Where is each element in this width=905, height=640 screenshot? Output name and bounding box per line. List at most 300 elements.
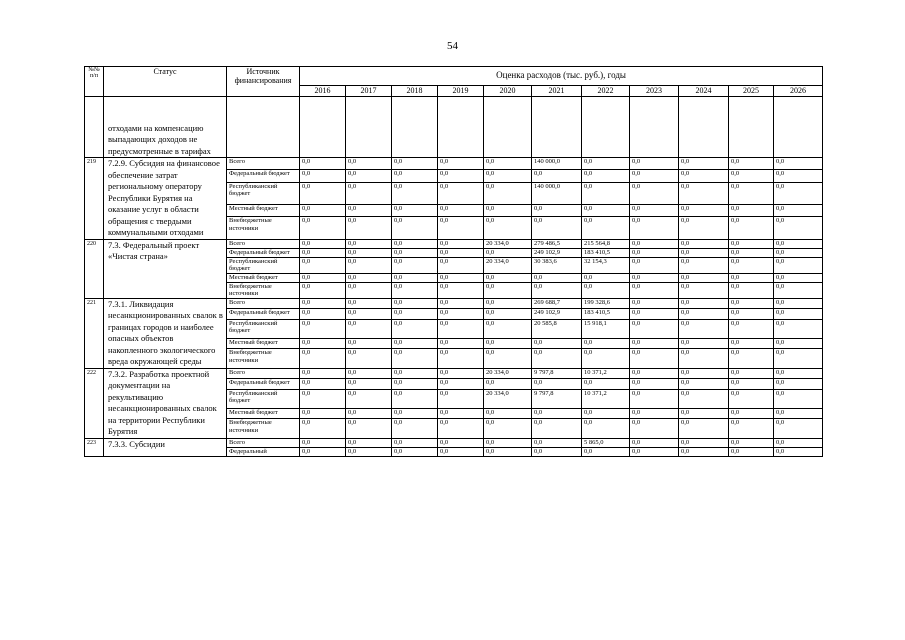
value-cell: 0,0 xyxy=(729,158,774,170)
funding-source: Всего xyxy=(227,298,300,309)
value-cell: 0,0 xyxy=(484,273,532,282)
header-row xyxy=(85,67,823,86)
value-cell: 20 585,8 xyxy=(532,319,582,338)
value-cell: 0,0 xyxy=(630,419,679,438)
value-cell: 0,0 xyxy=(346,309,392,320)
value-cell: 0,0 xyxy=(392,248,438,257)
item-status: 7.3. Федеральный проект «Чистая страна» xyxy=(104,239,227,298)
value-cell: 0,0 xyxy=(300,182,346,204)
value-cell: 0,0 xyxy=(679,438,729,447)
value-cell: 0,0 xyxy=(392,419,438,438)
value-cell: 0,0 xyxy=(774,204,823,216)
value-cell: 0,0 xyxy=(774,282,823,298)
value-cell: 0,0 xyxy=(346,447,392,456)
value-cell: 0,0 xyxy=(346,338,392,349)
value-cell: 0,0 xyxy=(484,309,532,320)
value-cell: 0,0 xyxy=(438,408,484,419)
value-cell: 0,0 xyxy=(532,419,582,438)
value-cell: 0,0 xyxy=(346,248,392,257)
value-cell: 0,0 xyxy=(729,438,774,447)
value-cell: 0,0 xyxy=(532,408,582,419)
value-cell: 0,0 xyxy=(300,282,346,298)
value-cell: 0,0 xyxy=(300,257,346,273)
value-cell: 0,0 xyxy=(630,379,679,390)
value-cell: 0,0 xyxy=(729,389,774,408)
header-year: 2026 xyxy=(774,86,823,97)
value-cell: 0,0 xyxy=(300,158,346,170)
value-cell: 0,0 xyxy=(774,379,823,390)
value-cell: 0,0 xyxy=(774,182,823,204)
value-cell: 20 334,0 xyxy=(484,257,532,273)
value-cell: 0,0 xyxy=(630,438,679,447)
table-row xyxy=(85,239,823,248)
value-cell: 140 000,0 xyxy=(532,182,582,204)
value-cell: 0,0 xyxy=(392,158,438,170)
page-number: 54 xyxy=(447,40,458,52)
value-cell: 183 410,5 xyxy=(582,309,630,320)
value-cell: 0,0 xyxy=(300,298,346,309)
continuation-row xyxy=(85,97,823,158)
value-cell: 0,0 xyxy=(532,349,582,368)
blank-cell xyxy=(484,97,532,158)
value-cell: 0,0 xyxy=(346,273,392,282)
value-cell: 0,0 xyxy=(438,349,484,368)
funding-source: Федеральный бюджет xyxy=(227,248,300,257)
value-cell: 9 797,8 xyxy=(532,389,582,408)
value-cell: 0,0 xyxy=(346,319,392,338)
item-status: 7.3.2. Разработка проектной документации на рекультивацию несанкционированных свалок на территории Республики Бурятия xyxy=(104,368,227,438)
value-cell: 0,0 xyxy=(438,379,484,390)
value-cell: 0,0 xyxy=(484,158,532,170)
value-cell: 0,0 xyxy=(438,298,484,309)
value-cell: 0,0 xyxy=(679,257,729,273)
value-cell: 0,0 xyxy=(438,389,484,408)
header-year: 2019 xyxy=(438,86,484,97)
value-cell: 0,0 xyxy=(346,239,392,248)
value-cell: 0,0 xyxy=(679,349,729,368)
item-number: 221 xyxy=(85,298,104,368)
value-cell: 0,0 xyxy=(630,204,679,216)
value-cell: 0,0 xyxy=(532,438,582,447)
value-cell: 0,0 xyxy=(582,419,630,438)
funding-source: Всего xyxy=(227,438,300,447)
value-cell: 0,0 xyxy=(729,257,774,273)
blank-cell xyxy=(300,97,346,158)
value-cell: 0,0 xyxy=(346,298,392,309)
value-cell: 0,0 xyxy=(392,408,438,419)
value-cell: 0,0 xyxy=(346,349,392,368)
value-cell: 0,0 xyxy=(582,217,630,239)
item-number: 220 xyxy=(85,239,104,298)
value-cell: 0,0 xyxy=(582,338,630,349)
header-year: 2018 xyxy=(392,86,438,97)
value-cell: 0,0 xyxy=(774,239,823,248)
value-cell: 0,0 xyxy=(774,349,823,368)
value-cell: 0,0 xyxy=(438,170,484,182)
blank-cell xyxy=(774,97,823,158)
value-cell: 0,0 xyxy=(630,282,679,298)
blank-cell xyxy=(438,97,484,158)
value-cell: 0,0 xyxy=(630,298,679,309)
value-cell: 0,0 xyxy=(679,368,729,379)
value-cell: 0,0 xyxy=(392,257,438,273)
value-cell: 0,0 xyxy=(679,239,729,248)
value-cell: 20 334,0 xyxy=(484,389,532,408)
value-cell: 0,0 xyxy=(532,204,582,216)
value-cell: 0,0 xyxy=(392,447,438,456)
value-cell: 0,0 xyxy=(532,447,582,456)
value-cell: 0,0 xyxy=(729,309,774,320)
funding-source: Внебюджетные источники xyxy=(227,349,300,368)
value-cell: 0,0 xyxy=(392,338,438,349)
value-cell: 0,0 xyxy=(679,204,729,216)
value-cell: 0,0 xyxy=(346,170,392,182)
value-cell: 0,0 xyxy=(582,204,630,216)
blank-cell xyxy=(392,97,438,158)
item-status: 7.3.1. Ликвидация несанкционированных свалок в границах городов и наиболее опасных объектов накопленного экологического вреда окружающей среды xyxy=(104,298,227,368)
header-year: 2024 xyxy=(679,86,729,97)
value-cell: 0,0 xyxy=(300,438,346,447)
value-cell: 0,0 xyxy=(774,368,823,379)
item-number: 219 xyxy=(85,158,104,240)
value-cell: 0,0 xyxy=(346,438,392,447)
value-cell: 0,0 xyxy=(679,282,729,298)
funding-source: Внебюджетные источники xyxy=(227,217,300,239)
header-status: Статус xyxy=(104,67,227,97)
value-cell: 0,0 xyxy=(679,408,729,419)
value-cell: 0,0 xyxy=(774,158,823,170)
value-cell: 0,0 xyxy=(300,379,346,390)
value-cell: 0,0 xyxy=(729,379,774,390)
value-cell: 0,0 xyxy=(729,447,774,456)
value-cell: 0,0 xyxy=(346,217,392,239)
value-cell: 0,0 xyxy=(729,204,774,216)
header-num: №№ п/п xyxy=(85,67,104,97)
value-cell: 183 410,5 xyxy=(582,248,630,257)
table-row xyxy=(85,438,823,447)
value-cell: 0,0 xyxy=(729,273,774,282)
value-cell: 5 865,0 xyxy=(582,438,630,447)
value-cell: 0,0 xyxy=(392,379,438,390)
value-cell: 0,0 xyxy=(774,319,823,338)
value-cell: 0,0 xyxy=(300,170,346,182)
funding-source: Федеральный бюджет xyxy=(227,170,300,182)
value-cell: 0,0 xyxy=(679,447,729,456)
value-cell: 0,0 xyxy=(392,349,438,368)
value-cell: 30 383,6 xyxy=(532,257,582,273)
value-cell: 269 688,7 xyxy=(532,298,582,309)
value-cell: 0,0 xyxy=(300,368,346,379)
continuation-source xyxy=(227,97,300,158)
value-cell: 249 102,9 xyxy=(532,309,582,320)
header-year: 2022 xyxy=(582,86,630,97)
blank-cell xyxy=(582,97,630,158)
value-cell: 0,0 xyxy=(729,182,774,204)
table-row xyxy=(85,298,823,309)
continuation-status: отходами на компенсацию выпадающих доходов не предусмотренные в тарифах xyxy=(104,97,227,158)
budget-table xyxy=(84,66,823,457)
value-cell: 0,0 xyxy=(392,298,438,309)
funding-source: Местный бюджет xyxy=(227,338,300,349)
value-cell: 0,0 xyxy=(679,379,729,390)
value-cell: 0,0 xyxy=(300,273,346,282)
value-cell: 0,0 xyxy=(532,170,582,182)
value-cell: 0,0 xyxy=(484,338,532,349)
value-cell: 0,0 xyxy=(679,248,729,257)
value-cell: 20 334,0 xyxy=(484,239,532,248)
value-cell: 0,0 xyxy=(729,319,774,338)
value-cell: 199 328,6 xyxy=(582,298,630,309)
value-cell: 0,0 xyxy=(774,408,823,419)
value-cell: 0,0 xyxy=(484,379,532,390)
value-cell: 0,0 xyxy=(484,282,532,298)
value-cell: 15 918,1 xyxy=(582,319,630,338)
value-cell: 0,0 xyxy=(630,309,679,320)
value-cell: 0,0 xyxy=(346,389,392,408)
value-cell: 0,0 xyxy=(484,248,532,257)
value-cell: 0,0 xyxy=(679,158,729,170)
value-cell: 0,0 xyxy=(630,170,679,182)
value-cell: 0,0 xyxy=(300,204,346,216)
value-cell: 0,0 xyxy=(392,217,438,239)
value-cell: 0,0 xyxy=(438,419,484,438)
value-cell: 0,0 xyxy=(729,419,774,438)
value-cell: 0,0 xyxy=(346,282,392,298)
value-cell: 0,0 xyxy=(582,282,630,298)
value-cell: 0,0 xyxy=(630,248,679,257)
value-cell: 0,0 xyxy=(630,239,679,248)
value-cell: 0,0 xyxy=(532,338,582,349)
value-cell: 249 102,9 xyxy=(532,248,582,257)
value-cell: 0,0 xyxy=(582,273,630,282)
table-row xyxy=(85,368,823,379)
value-cell: 0,0 xyxy=(438,338,484,349)
value-cell: 0,0 xyxy=(392,239,438,248)
value-cell: 279 486,5 xyxy=(532,239,582,248)
value-cell: 0,0 xyxy=(582,447,630,456)
funding-source: Местный бюджет xyxy=(227,273,300,282)
value-cell: 0,0 xyxy=(300,239,346,248)
funding-source: Всего xyxy=(227,158,300,170)
item-number: 222 xyxy=(85,368,104,438)
funding-source: Всего xyxy=(227,368,300,379)
value-cell: 0,0 xyxy=(392,309,438,320)
value-cell: 0,0 xyxy=(729,298,774,309)
header-year: 2025 xyxy=(729,86,774,97)
table-body xyxy=(85,97,823,457)
value-cell: 0,0 xyxy=(346,408,392,419)
value-cell: 0,0 xyxy=(679,182,729,204)
funding-source: Республиканский бюджет xyxy=(227,389,300,408)
value-cell: 0,0 xyxy=(582,408,630,419)
value-cell: 10 371,2 xyxy=(582,368,630,379)
value-cell: 0,0 xyxy=(300,408,346,419)
value-cell: 0,0 xyxy=(438,158,484,170)
value-cell: 0,0 xyxy=(484,438,532,447)
value-cell: 0,0 xyxy=(774,447,823,456)
value-cell: 0,0 xyxy=(438,248,484,257)
value-cell: 0,0 xyxy=(392,170,438,182)
value-cell: 0,0 xyxy=(582,158,630,170)
header-source: Источник финансирования xyxy=(227,67,300,97)
header-year: 2020 xyxy=(484,86,532,97)
value-cell: 0,0 xyxy=(532,273,582,282)
value-cell: 0,0 xyxy=(484,182,532,204)
item-status: 7.2.9. Субсидия на финансовое обеспечение затрат региональному оператору Республики Бурятия на оказание услуг в области обращения с твердыми коммунальными отходами xyxy=(104,158,227,240)
value-cell: 0,0 xyxy=(346,257,392,273)
value-cell: 0,0 xyxy=(630,368,679,379)
value-cell: 0,0 xyxy=(630,182,679,204)
funding-source: Федеральный бюджет xyxy=(227,309,300,320)
value-cell: 0,0 xyxy=(774,170,823,182)
value-cell: 0,0 xyxy=(630,389,679,408)
value-cell: 32 154,3 xyxy=(582,257,630,273)
value-cell: 0,0 xyxy=(729,408,774,419)
value-cell: 0,0 xyxy=(774,338,823,349)
value-cell: 0,0 xyxy=(300,338,346,349)
value-cell: 0,0 xyxy=(774,273,823,282)
value-cell: 0,0 xyxy=(729,170,774,182)
header-year: 2017 xyxy=(346,86,392,97)
value-cell: 0,0 xyxy=(679,338,729,349)
value-cell: 0,0 xyxy=(438,368,484,379)
funding-source: Федеральный бюджет xyxy=(227,379,300,390)
value-cell: 0,0 xyxy=(438,204,484,216)
value-cell: 0,0 xyxy=(300,349,346,368)
value-cell: 0,0 xyxy=(392,389,438,408)
value-cell: 0,0 xyxy=(438,319,484,338)
value-cell: 0,0 xyxy=(438,239,484,248)
value-cell: 0,0 xyxy=(392,319,438,338)
value-cell: 0,0 xyxy=(630,349,679,368)
value-cell: 0,0 xyxy=(774,298,823,309)
value-cell: 0,0 xyxy=(582,170,630,182)
value-cell: 0,0 xyxy=(300,217,346,239)
value-cell: 0,0 xyxy=(630,319,679,338)
value-cell: 0,0 xyxy=(484,204,532,216)
continuation-num xyxy=(85,97,104,158)
value-cell: 0,0 xyxy=(392,282,438,298)
value-cell: 0,0 xyxy=(346,182,392,204)
value-cell: 0,0 xyxy=(484,419,532,438)
value-cell: 0,0 xyxy=(346,379,392,390)
value-cell: 0,0 xyxy=(774,248,823,257)
value-cell: 0,0 xyxy=(532,217,582,239)
value-cell: 0,0 xyxy=(484,349,532,368)
value-cell: 0,0 xyxy=(438,257,484,273)
value-cell: 20 334,0 xyxy=(484,368,532,379)
header-year: 2021 xyxy=(532,86,582,97)
value-cell: 0,0 xyxy=(346,419,392,438)
value-cell: 0,0 xyxy=(484,298,532,309)
funding-source: Федеральный xyxy=(227,447,300,456)
value-cell: 0,0 xyxy=(392,182,438,204)
value-cell: 0,0 xyxy=(392,204,438,216)
header-estimate: Оценка расходов (тыс. руб.), годы xyxy=(300,67,823,86)
blank-cell xyxy=(729,97,774,158)
value-cell: 0,0 xyxy=(729,368,774,379)
value-cell: 0,0 xyxy=(729,248,774,257)
value-cell: 0,0 xyxy=(438,309,484,320)
value-cell: 0,0 xyxy=(729,282,774,298)
funding-source: Местный бюджет xyxy=(227,204,300,216)
value-cell: 0,0 xyxy=(484,217,532,239)
value-cell: 0,0 xyxy=(438,282,484,298)
value-cell: 0,0 xyxy=(300,319,346,338)
item-status: 7.3.3. Субсидии xyxy=(104,438,227,456)
value-cell: 0,0 xyxy=(300,248,346,257)
funding-source: Местный бюджет xyxy=(227,408,300,419)
value-cell: 0,0 xyxy=(438,182,484,204)
value-cell: 215 564,8 xyxy=(582,239,630,248)
value-cell: 0,0 xyxy=(484,319,532,338)
value-cell: 0,0 xyxy=(392,273,438,282)
value-cell: 0,0 xyxy=(582,349,630,368)
value-cell: 0,0 xyxy=(582,379,630,390)
funding-source: Республиканский бюджет xyxy=(227,319,300,338)
value-cell: 0,0 xyxy=(438,447,484,456)
blank-cell xyxy=(679,97,729,158)
value-cell: 0,0 xyxy=(300,309,346,320)
funding-source: Республиканский бюджет xyxy=(227,257,300,273)
value-cell: 0,0 xyxy=(679,319,729,338)
value-cell: 0,0 xyxy=(630,273,679,282)
value-cell: 0,0 xyxy=(729,338,774,349)
value-cell: 0,0 xyxy=(774,217,823,239)
value-cell: 0,0 xyxy=(300,389,346,408)
value-cell: 0,0 xyxy=(438,217,484,239)
value-cell: 0,0 xyxy=(774,257,823,273)
value-cell: 0,0 xyxy=(346,368,392,379)
value-cell: 0,0 xyxy=(582,182,630,204)
blank-cell xyxy=(346,97,392,158)
value-cell: 0,0 xyxy=(484,447,532,456)
value-cell: 10 371,2 xyxy=(582,389,630,408)
value-cell: 0,0 xyxy=(774,419,823,438)
value-cell: 0,0 xyxy=(532,282,582,298)
value-cell: 0,0 xyxy=(346,158,392,170)
value-cell: 0,0 xyxy=(630,158,679,170)
item-number: 223 xyxy=(85,438,104,456)
value-cell: 0,0 xyxy=(679,298,729,309)
blank-cell xyxy=(630,97,679,158)
value-cell: 0,0 xyxy=(729,349,774,368)
value-cell: 0,0 xyxy=(484,170,532,182)
header-year: 2023 xyxy=(630,86,679,97)
value-cell: 0,0 xyxy=(729,217,774,239)
value-cell: 0,0 xyxy=(346,204,392,216)
value-cell: 0,0 xyxy=(679,170,729,182)
value-cell: 0,0 xyxy=(438,438,484,447)
value-cell: 0,0 xyxy=(484,408,532,419)
funding-source: Внебюджетные источники xyxy=(227,419,300,438)
value-cell: 0,0 xyxy=(774,438,823,447)
value-cell: 0,0 xyxy=(630,257,679,273)
value-cell: 0,0 xyxy=(392,438,438,447)
blank-cell xyxy=(532,97,582,158)
value-cell: 0,0 xyxy=(630,408,679,419)
value-cell: 0,0 xyxy=(630,217,679,239)
value-cell: 140 000,0 xyxy=(532,158,582,170)
value-cell: 0,0 xyxy=(679,273,729,282)
value-cell: 0,0 xyxy=(532,379,582,390)
funding-source: Республиканский бюджет xyxy=(227,182,300,204)
table-row xyxy=(85,158,823,170)
funding-source: Всего xyxy=(227,239,300,248)
value-cell: 0,0 xyxy=(774,309,823,320)
value-cell: 0,0 xyxy=(679,419,729,438)
value-cell: 0,0 xyxy=(630,338,679,349)
